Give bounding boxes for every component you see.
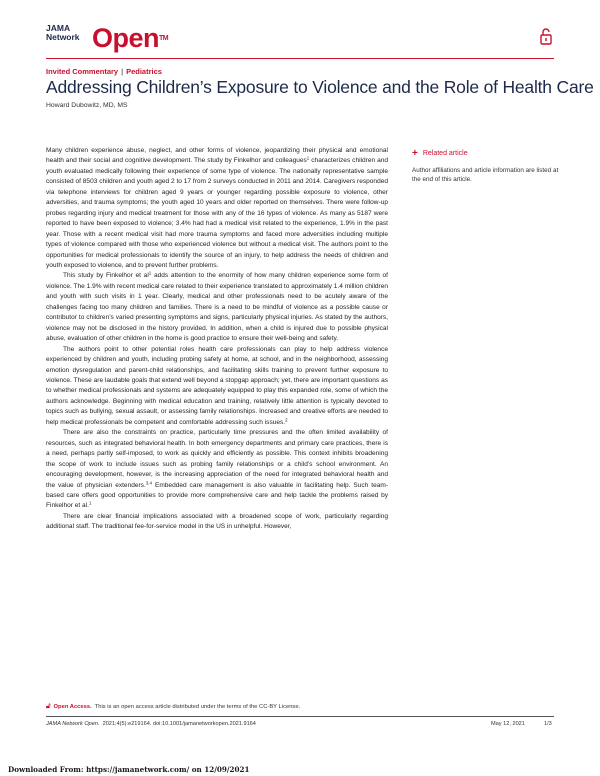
article-title: Addressing Children’s Exposure to Violence and the Role of Health Care [46, 77, 594, 97]
body-paragraph: There are also the constraints on practice, particularly time pressures and the often limited availability of resources, such as integrated behavioral health. In both emergency departments and primary care practices, there is a need, perhaps partly self-imposed, to work as quickly and efficiently as possible. This context inhibits broadening the scope of work to include issues such as probing family relationships or a child’s school environment. An encouraging development, however, is the increasing appreciation of the need for integrated behavioral health and the value of physician extenders.$^{3,4}$ Embedded care management is also valuable in facilitating help. Such team-based care offers good opportunities to provide more comprehensive care and help tackle the problems raised by Finkelhor et al.$^1$ [46, 429, 389, 510]
open-access-icon: 🔓︎ [46, 703, 51, 710]
lock-icon [540, 27, 552, 45]
affiliations-note: Author affiliations and article information are listed at the end of this article. [412, 167, 559, 183]
citation-ref[interactable]: 1 [306, 155, 310, 161]
article-body [46, 146, 388, 533]
citation-ref[interactable]: 3,4 [145, 480, 153, 485]
sidebar [412, 148, 562, 184]
article-type: Invited Commentary | Pediatrics [46, 67, 162, 76]
body-paragraph: The authors point to other potential roles health care professionals can play to help address violence experienced by children and youth, including probing safety at home, at school, and in the neighborhood, assessing emotion dysregulation and parent-child relationships, and facilitating skills training to prevent further exposure to violence. These are laudable goals that extend well beyond a stopgap approach; yet, there are important questions as to whether medical professionals and systems are adequately equipped to play this expanded role, some of which the authors acknowledge. Beginning with medical education and training, relatively little attention is typically devoted to topics such as bullying, sexual assault, or assessing family relationships. Increased and creative efforts are needed to help medical professionals be competent and comfortable addressing such issues.$^2$ [46, 345, 388, 426]
citation-ref[interactable]: 1 [148, 270, 152, 276]
journal-logo [46, 23, 169, 53]
citation-ref[interactable]: 2 [285, 417, 288, 423]
logo-jama: JAMA [46, 23, 71, 33]
footer-rule [46, 716, 554, 717]
related-article-link[interactable]: + Related article [412, 148, 468, 159]
citation-ref[interactable]: 1 [88, 500, 92, 506]
logo-network: Network [46, 32, 80, 42]
open-access-note: 🔓︎ Open Access. This is an open access article distributed under the terms of the CC-BY License. [46, 703, 301, 710]
footer-citation: JAMA Network Open. 2021;4(5):e219164. doi:10.1001/jamanetworkopen.2021.9164 [46, 721, 256, 727]
article-type-label: Invited Commentary [46, 67, 119, 76]
footer-date: May 12, 2021 [491, 721, 525, 727]
body-paragraph: Many children experience abuse, neglect, and other forms of violence, jeopardizing their physical and emotional health and their social and cognitive development. The study by Finkelhor and colleagues$^1$ characterizes children and youth evaluated medically following their experience of some type of violence. The nationally representative sample consisted of 8503 children and youth aged 2 to 17 from 2 surveys conducted in 2011 and 2014. Caregivers responded via telephone interviews for children aged 9 years or younger regarding possible exposure to violence, other adversities, and trauma symptoms; the youth aged 10 years and older reported on themselves. There were follow-up probes regarding injury and medical treatment for those with any of the 16 types of violence. As many as 5187 were reported to have been exposed to violence; 3.4% had had a medical visit related to the experience, 1.9% in the past year. Those with a recent medical visit had more trauma symptoms and faced more adversities including multiple types of violence compared with those who experienced violence but without a medical visit. The authors point to the opportunities for medical professionals to identify the source of an injury, to help address the needs of children and youth exposed to violence, and to prevent further problems. [46, 147, 388, 269]
page-number: 1/3 [544, 721, 552, 727]
header-rule [46, 58, 554, 59]
plus-icon: + [412, 148, 418, 159]
section-label: Pediatrics [126, 67, 162, 76]
body-paragraph: There are clear financial implications associated with a broadened scope of work, particularly regarding additional staff. The traditional fee-for-service model in the US in unhelpful. However, [46, 512, 388, 531]
download-stamp: Downloaded From: https://jamanetwork.com/ on 12/09/2021 [8, 765, 250, 774]
author-line: Howard Dubowitz, MD, MS [46, 102, 128, 109]
logo-open: Open™ [92, 23, 169, 53]
body-paragraph: This study by Finkelhor et $al^1$ adds attention to the enormity of how many children experience some form of violence. The 1.9% with recent medical care related to their experience translated to approximately 1.4 million children and youth with such visits in 1 year. Clearly, medical and other professionals need to be acutely aware of the challenges facing too many children and families. There is a need to be mindful of violence as a possible cause or contributor to children’s varied presenting symptoms and signs, particularly physical injuries. As stated by the authors, violence may not be disclosed in the history provided. In addition, when a child is injured due to possible physical abuse, evaluation of other children in the home is good practice to ensure their well-being and safety. [46, 270, 389, 343]
